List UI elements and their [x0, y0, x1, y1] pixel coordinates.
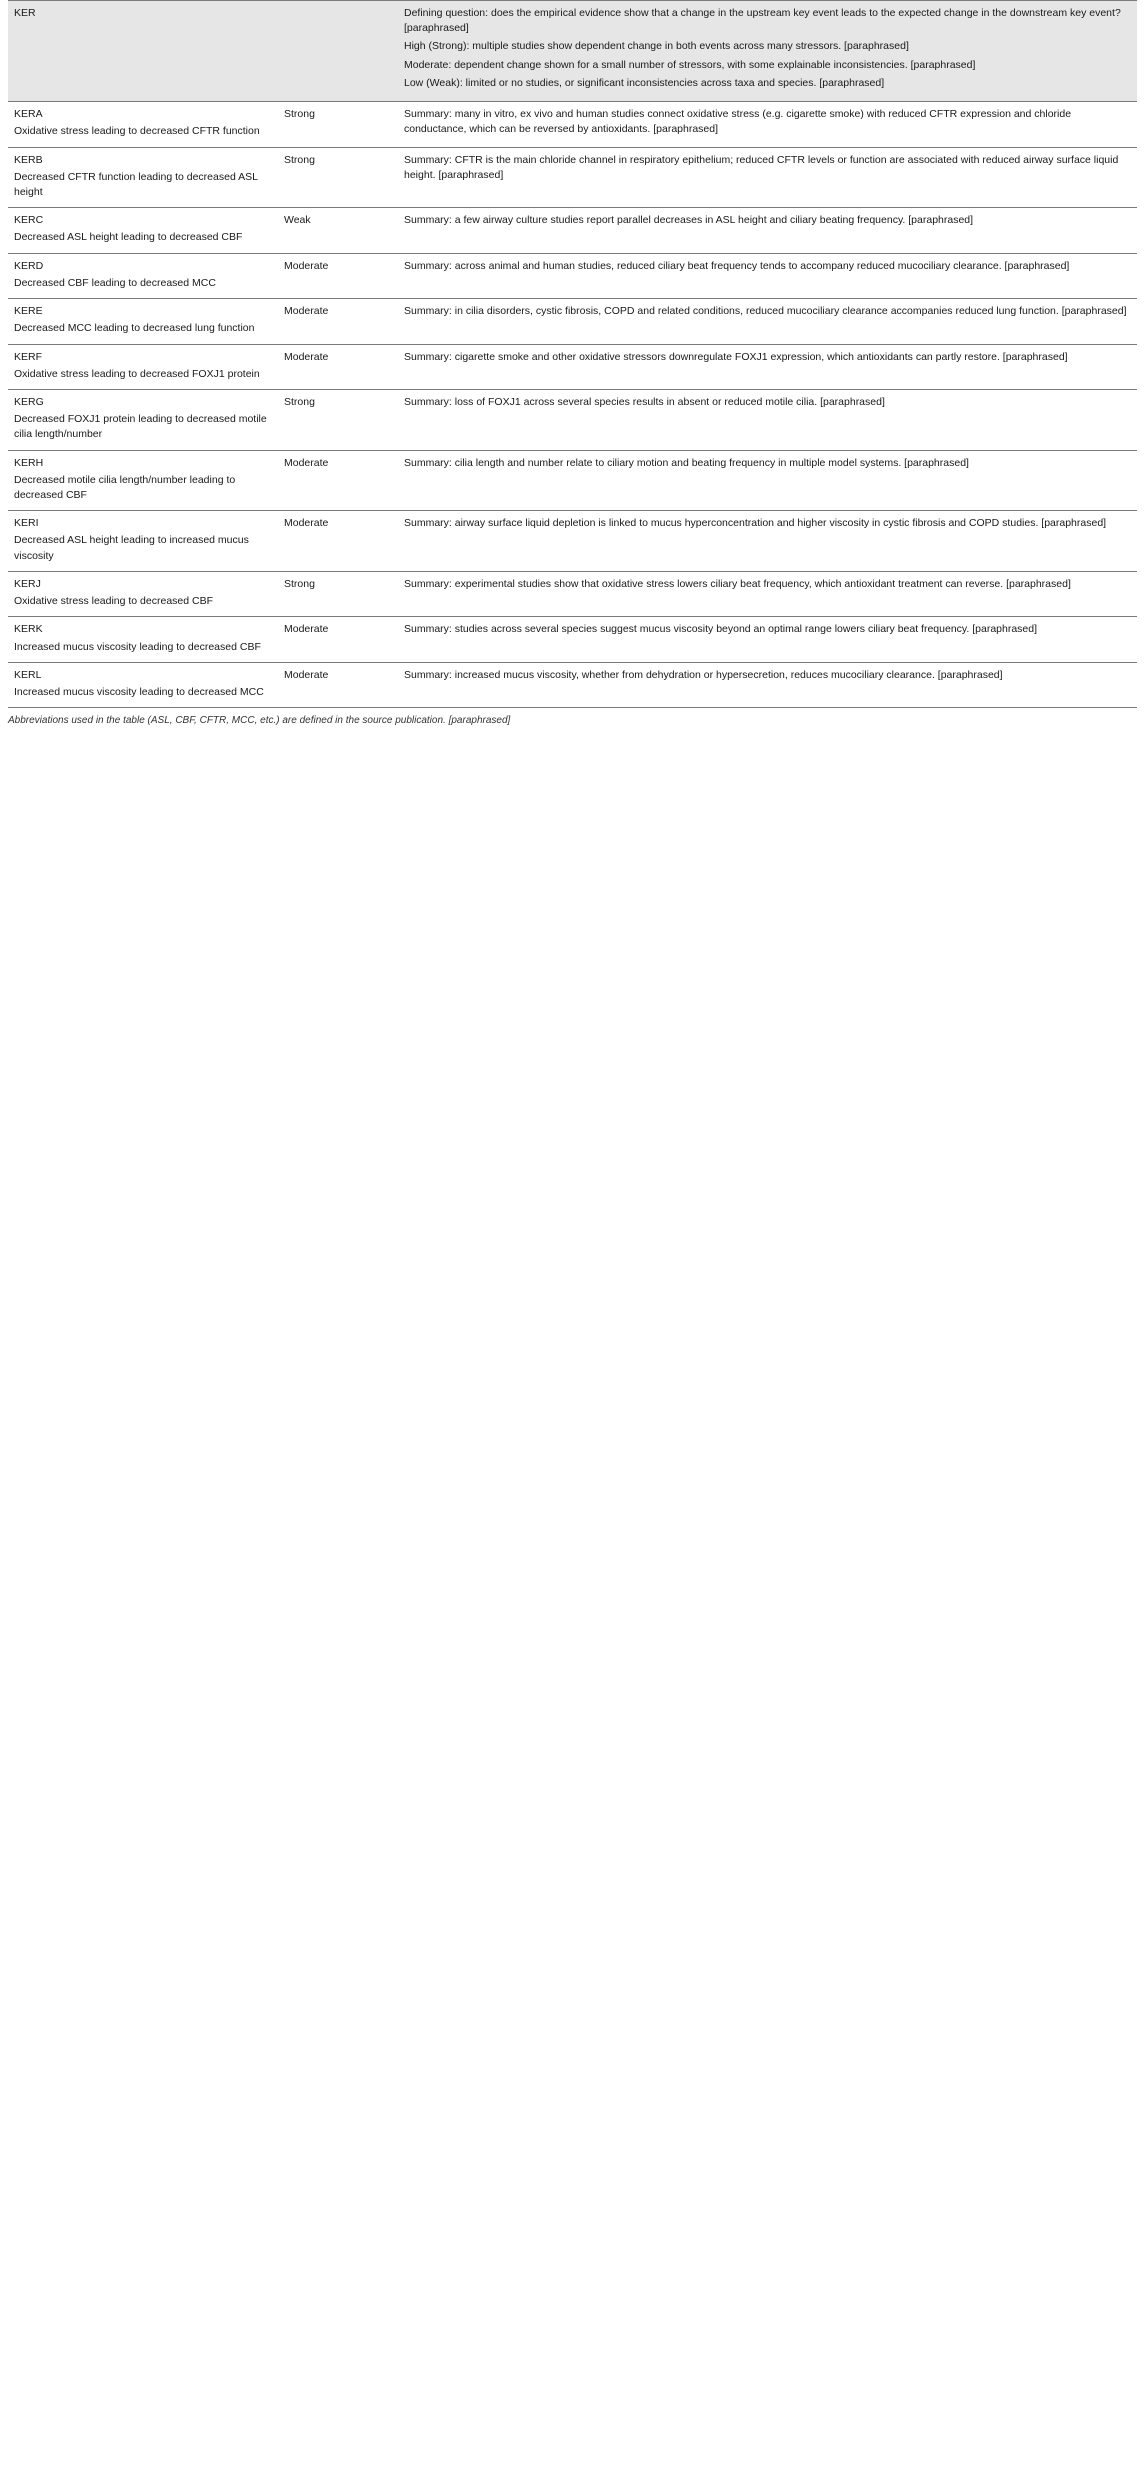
ker-name: Decreased ASL height leading to increased mucus viscosity: [14, 534, 249, 562]
ker-cell: [8, 153, 278, 201]
evidence-level: Moderate: [284, 668, 329, 681]
evidence-level: Moderate: [284, 259, 329, 272]
ker-name: Increased mucus viscosity leading to decreased CBF: [14, 640, 261, 653]
ker-name: Decreased CFTR function leading to decreased ASL height: [14, 170, 258, 198]
ker-id: KERJ: [14, 577, 41, 590]
ker-id: KERE: [14, 305, 43, 318]
table-header-row: [8, 1, 1137, 102]
ker-name: Oxidative stress leading to decreased CBF: [14, 595, 214, 608]
ker-cell: [8, 395, 278, 443]
ker-name: Increased mucus viscosity leading to decreased MCC: [14, 686, 264, 698]
ker-name: Oxidative stress leading to decreased CFTR function: [14, 125, 260, 138]
ker-name: Decreased motile cilia length/number leading to decreased CBF: [14, 473, 236, 502]
ker-name: Oxidative stress leading to decreased FOXJ1 protein: [14, 367, 260, 380]
table-row: [8, 148, 1137, 209]
header-high: High (Strong): multiple studies show dependent change in both events across many stressors. [paraphrased]: [404, 40, 909, 53]
ker-id: KERF: [14, 350, 43, 363]
ker-cell: [8, 350, 278, 382]
evidence-summary: Summary: CFTR is the main chloride channel in respiratory epithelium; reduced CFTR levels or function are associated with reduced airway surface liquid height. [paraphrased]: [404, 153, 1119, 181]
ker-id: KERB: [14, 153, 43, 166]
header-col2: [278, 6, 398, 94]
ker-id: KERH: [14, 456, 44, 469]
evidence-level: Strong: [284, 153, 315, 166]
table-row: [8, 572, 1137, 617]
evidence-level: Strong: [284, 577, 315, 590]
abbreviations-footer: Abbreviations used in the table (ASL, CBF, CFTR, MCC, etc.) are defined in the source publication. [paraphrased]: [8, 715, 511, 727]
evidence-summary: Summary: a few airway culture studies report parallel decreases in ASL height and ciliary beating frequency. [paraphrased]: [404, 214, 974, 227]
ker-id: KERL: [14, 668, 42, 681]
table-body: [8, 102, 1137, 708]
header-col1: KER: [14, 7, 36, 19]
ker-id: KERA: [14, 108, 43, 121]
ker-cell: [8, 107, 278, 139]
table-row: [8, 102, 1137, 147]
evidence-level: Moderate: [284, 623, 329, 636]
evidence-summary: Summary: cilia length and number relate to ciliary motion and beating frequency in multiple model systems. [paraphrased]: [404, 456, 969, 469]
ker-cell: [8, 622, 278, 654]
evidence-summary: Summary: in cilia disorders, cystic fibrosis, COPD and related conditions, reduced mucociliary clearance accompanies reduced lung function. [paraphrased]: [404, 305, 1127, 318]
ker-name: Decreased ASL height leading to decreased CBF: [14, 231, 243, 244]
ker-id: KERG: [14, 395, 44, 408]
evidence-summary: Summary: many in vitro, ex vivo and human studies connect oxidative stress (e.g. cigarette smoke) with reduced CFTR expression and chloride conductance, which can be reversed by antioxidants. [paraphrased]: [404, 108, 1072, 136]
header-low: Low (Weak): limited or no studies, or significant inconsistencies across taxa and species. [paraphrased]: [404, 76, 885, 89]
ker-cell: [8, 213, 278, 245]
ker-table: [8, 0, 1137, 708]
ker-cell: [8, 516, 278, 564]
evidence-level: Weak: [284, 214, 311, 227]
evidence-summary: Summary: experimental studies show that oxidative stress lowers ciliary beat frequency, which antioxidant treatment can reverse. [paraphrased]: [404, 577, 1071, 590]
header-moderate: Moderate: dependent change shown for a small number of stressors, with some explainable inconsistencies. [paraphrased]: [404, 58, 976, 71]
ker-name: Decreased CBF leading to decreased MCC: [14, 276, 216, 289]
evidence-summary: Summary: airway surface liquid depletion is linked to mucus hyperconcentration and higher viscosity in cystic fibrosis and COPD studies. [paraphrased]: [404, 517, 1107, 530]
evidence-level: Strong: [284, 108, 315, 121]
evidence-level: Strong: [284, 395, 315, 408]
ker-cell: [8, 304, 278, 336]
ker-cell: [8, 456, 278, 504]
table-row: [8, 617, 1137, 662]
ker-id: KERK: [14, 623, 43, 636]
evidence-summary: Summary: cigarette smoke and other oxidative stressors downregulate FOXJ1 expression, which antioxidants can partly restore. [paraphrased]: [404, 350, 1068, 363]
table-row: [8, 390, 1137, 451]
table-row: [8, 663, 1137, 708]
table-row: [8, 208, 1137, 253]
ker-id: KERI: [14, 517, 39, 530]
table-row: [8, 254, 1137, 299]
header-col3: [398, 6, 1137, 94]
header-defining-question: Defining question: does the empirical evidence show that a change in the upstream key event leads to the expected change in the downstream key event? [paraphrased]: [404, 7, 1121, 35]
ker-cell: [8, 577, 278, 609]
evidence-summary: Summary: studies across several species suggest mucus viscosity beyond an optimal range lowers ciliary beat frequency. [paraphrased]: [404, 623, 1038, 636]
evidence-level: Moderate: [284, 350, 329, 363]
ker-cell: [8, 259, 278, 291]
evidence-level: Moderate: [284, 456, 329, 469]
ker-id: KERD: [14, 259, 44, 272]
evidence-level: Moderate: [284, 517, 329, 530]
ker-id: KERC: [14, 214, 44, 227]
ker-cell: [8, 668, 278, 700]
ker-name: Decreased FOXJ1 protein leading to decreased motile cilia length/number: [14, 413, 267, 441]
evidence-level: Moderate: [284, 305, 329, 318]
evidence-summary: Summary: increased mucus viscosity, whether from dehydration or hypersecretion, reduces mucociliary clearance. [paraphrased]: [404, 668, 1003, 681]
ker-name: Decreased MCC leading to decreased lung function: [14, 322, 255, 335]
table-row: [8, 511, 1137, 572]
table-row: [8, 451, 1137, 512]
table-row: [8, 299, 1137, 344]
evidence-summary: Summary: across animal and human studies, reduced ciliary beat frequency tends to accompany reduced mucociliary clearance. [paraphrased]: [404, 259, 1070, 272]
evidence-summary: Summary: loss of FOXJ1 across several species results in absent or reduced motile cilia. [paraphrased]: [404, 395, 885, 408]
table-row: [8, 345, 1137, 390]
